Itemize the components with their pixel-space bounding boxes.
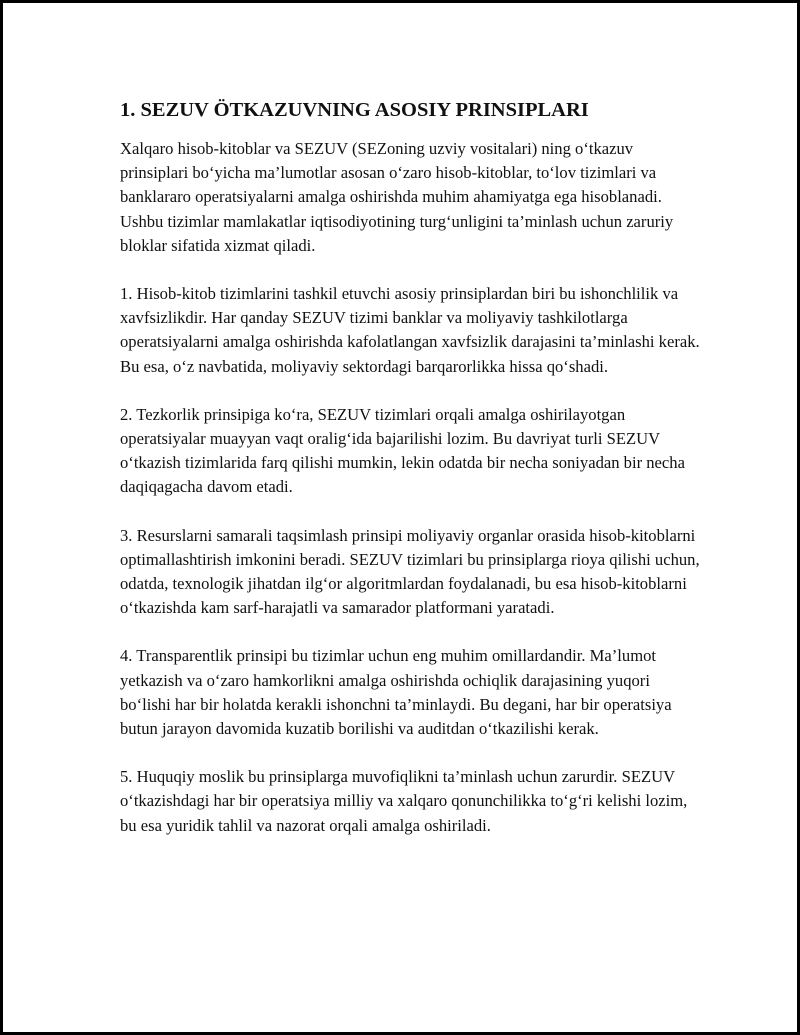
- section-heading: 1. SEZUV ÖTKAZUVNING ASOSIY PRINSIPLARI: [120, 99, 589, 121]
- principle-transparency-paragraph: 4. Transparentlik prinsipi bu tizimlar uchun eng muhim omillardandir. Ma’lumot yetkazish va o‘zaro hamkorlikni amalga oshirishda ochiqlik darajasining yuqori bo‘lishi har bir holatda kerakli ishonchni ta’minlaydi. Bu degani, har bir operatsiya butun jarayon davomida kuzatib borilishi va auditdan o‘tkazilishi kerak.: [120, 646, 672, 739]
- intro-paragraph: Xalqaro hisob-kitoblar va SEZUV (SEZoning uzviy vositalari) ning o‘tkazuv prinsiplari bo‘yicha ma’lumotlar asosan o‘zaro hisob-kitoblar, to‘lov tizimlari va banklararo operatsiyalarni amalga oshirishda muhim ahamiyatga ega hisoblanadi. Ushbu tizimlar mamlakatlar iqtisodiyotining turg‘unligini ta’minlash uchun zaruriy bloklar sifatida xizmat qiladi.: [120, 139, 674, 255]
- principle-resources-paragraph: 3. Resurslarni samarali taqsimlash prinsipi moliyaviy organlar orasida hisob-kitoblarni optimallashtirish imkonini beradi. SEZUV tizimlari bu prinsiplarga rioya qilishi uchun, odatda, texnologik jihatdan ilg‘or algoritmlardan foydalanadi, bu esa hisob-kitoblarni o‘tkazishda kam sarf-harajatli va samarador platformani yaratadi.: [120, 525, 700, 618]
- document-body: [120, 97, 700, 838]
- principle-speed-paragraph: 2. Tezkorlik prinsipiga ko‘ra, SEZUV tizimlari orqali amalga oshirilayotgan operatsiyalar muayyan vaqt oralig‘ida bajarilishi lozim. Bu davriyat turli SEZUV o‘tkazish tizimlarida farq qilishi mumkin, lekin odatda bir necha soniyadan bir necha daqiqagacha davom etadi.: [120, 404, 685, 497]
- principle-legal-paragraph: 5. Huquqiy moslik bu prinsiplarga muvofiqlikni ta’minlash uchun zarurdir. SEZUV o‘tkazishdagi har bir operatsiya milliy va xalqaro qonunchilikka to‘g‘ri kelishi lozim, bu esa yuridik tahlil va nazorat orqali amalga oshiriladi.: [120, 767, 688, 835]
- principle-reliability-paragraph: 1. Hisob-kitob tizimlarini tashkil etuvchi asosiy prinsiplardan biri bu ishonchlilik va xavfsizlikdir. Har qanday SEZUV tizimi banklar va moliyaviy tashkilotlarga operatsiyalarni amalga oshirishda kafolatlangan xavfsizlik darajasini ta’minlashi kerak. Bu esa, o‘z navbatida, moliyaviy sektordagi barqarorlikka hissa qo‘shadi.: [120, 284, 700, 376]
